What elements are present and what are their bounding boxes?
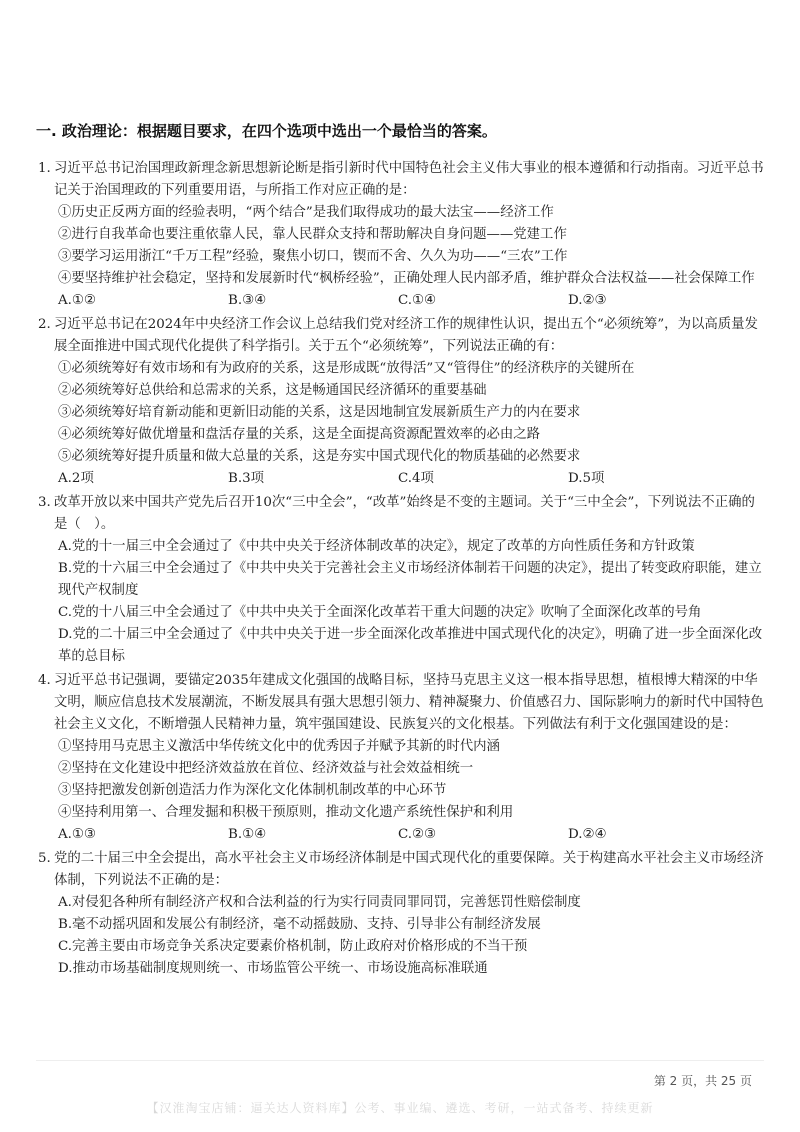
statement-item: ②必须统筹好总供给和总需求的关系，这是畅通国民经济循环的重要基础 xyxy=(58,383,487,398)
option-d[interactable]: D.推动市场基础制度规则统一、市场监管公平统一、市场设施高标准联通 xyxy=(58,961,488,976)
statement-item: ③必须统筹好培育新动能和更新旧动能的关系，这是因地制宜发展新质生产力的内在要求 xyxy=(58,405,581,420)
option-c[interactable]: C.完善主要由市场竞争关系决定要素价格机制，防止政府对价格形成的不当干预 xyxy=(58,939,528,954)
question-stem: 习近平总书记治国理政新理念新思想新论断是指引新时代中国特色社会主义伟大事业的根本遵循和行动指南。习近平总书记关于治国理政的下列重要用语，与所指工作对应正确的是： xyxy=(54,161,764,198)
question-number: 4. xyxy=(38,673,51,688)
statement-item: ④要坚持维护社会稳定，坚持和发展新时代“枫桥经验”，正确处理人民内部矛盾，维护群众合法权益——社会保障工作 xyxy=(58,271,755,286)
statement-item: ③坚持把激发创新创造活力作为深化文化体制机制改革的中心环节 xyxy=(58,783,447,798)
question-3 xyxy=(38,492,768,668)
statement-item: ⑤必须统筹好提升质量和做大总量的关系，这是夯实中国式现代化的物质基础的必然要求 xyxy=(58,449,581,464)
option-a[interactable]: A.①② xyxy=(58,293,96,308)
question-number: 1. xyxy=(38,161,51,176)
question-list xyxy=(38,158,768,982)
watermark-text: 【汉淮淘宝店铺：逼关达人资料库】公考、事业编、遴选、考研，一站式备考、持续更新 xyxy=(146,1101,654,1115)
option-b[interactable]: B.③④ xyxy=(228,293,267,308)
option-b[interactable]: B.党的十六届三中全会通过了《中共中央关于完善社会主义市场经济体制若干问题的决定》，提出了转变政府职能，建立现代产权制度 xyxy=(58,561,762,598)
statement-item: ②进行自我革命也要注重依靠人民，靠人民群众支持和帮助解决自身问题——党建工作 xyxy=(58,227,567,242)
answer-options xyxy=(38,824,768,846)
question-number: 5. xyxy=(38,851,51,866)
answer-options xyxy=(38,892,768,980)
option-b[interactable]: B.①④ xyxy=(228,827,267,842)
question-stem: 习近平总书记强调，要锚定2035年建成文化强国的战略目标，坚持马克思主义这一根本指导思想，植根博大精深的中华文明，顺应信息技术发展潮流，不断发展具有强大思想引领力、精神凝聚力、价值感召力、国际影响力的新时代中国特色社会主义文化，不断增强人民精神力量，筑牢强国建设、民族复兴的文化根基。下列做法有利于文化强国建设的是： xyxy=(54,673,764,732)
answer-options xyxy=(38,536,768,668)
statement-item: ①必须统筹好有效市场和有为政府的关系，这是形成既“放得活”又“管得住”的经济秩序的关键所在 xyxy=(58,361,635,376)
statement-item: ①历史正反两方面的经验表明，“两个结合”是我们取得成功的最大法宝——经济工作 xyxy=(58,205,554,220)
question-5 xyxy=(38,848,768,980)
option-a[interactable]: A.①③ xyxy=(58,827,96,842)
question-1 xyxy=(38,158,768,312)
page-number: 第 2 页，共 25 页 xyxy=(653,1074,752,1088)
statement-item: ②坚持在文化建设中把经济效益放在首位、经济效益与社会效益相统一 xyxy=(58,761,474,776)
option-a[interactable]: A.党的十一届三中全会通过了《中共中央关于经济体制改革的决定》，规定了改革的方向性质任务和方针政策 xyxy=(58,539,695,554)
statement-item: ④坚持利用第一、合理发掘和积极干预原则，推动文化遗产系统性保护和利用 xyxy=(58,805,514,820)
option-d[interactable]: D.②④ xyxy=(568,827,607,842)
option-d[interactable]: D.5项 xyxy=(568,471,605,486)
option-c[interactable]: C.4项 xyxy=(398,471,434,486)
question-stem: 习近平总书记在2024年中央经济工作会议上总结我们党对经济工作的规律性认识，提出五个“必须统筹”，为以高质量发展全面推进中国式现代化提供了科学指引。关于五个“必须统筹”，下列说法正确的有： xyxy=(54,317,758,354)
question-2 xyxy=(38,314,768,490)
section-title: 一. 政治理论：根据题目要求，在四个选项中选出一个最恰当的答案。 xyxy=(36,122,497,140)
option-d[interactable]: D.党的二十届三中全会通过了《中共中央关于进一步全面深化改革推进中国式现代化的决定》，明确了进一步全面深化改革的总目标 xyxy=(58,627,763,664)
question-number: 3. xyxy=(38,495,51,510)
statement-item: ①坚持用马克思主义激活中华传统文化中的优秀因子并赋予其新的时代内涵 xyxy=(58,739,500,754)
question-number: 2. xyxy=(38,317,51,332)
option-c[interactable]: C.党的十八届三中全会通过了《中共中央关于全面深化改革若干重大问题的决定》吹响了全面深化改革的号角 xyxy=(58,605,702,620)
answer-options xyxy=(38,290,768,312)
option-b[interactable]: B.3项 xyxy=(228,471,265,486)
option-a[interactable]: A.2项 xyxy=(58,471,94,486)
statement-item: ④必须统筹好做优增量和盘活存量的关系，这是全面提高资源配置效率的必由之路 xyxy=(58,427,541,442)
answer-options xyxy=(38,468,768,490)
option-d[interactable]: D.②③ xyxy=(568,293,607,308)
option-c[interactable]: C.②③ xyxy=(398,827,437,842)
option-b[interactable]: B.毫不动摇巩固和发展公有制经济，毫不动摇鼓励、支持、引导非公有制经济发展 xyxy=(58,917,541,932)
footer-divider xyxy=(36,1060,764,1061)
question-4 xyxy=(38,670,768,846)
statement-item: ③要学习运用浙江“千万工程”经验，聚焦小切口，锲而不舍、久久为功——“三农”工作 xyxy=(58,249,568,264)
question-stem: 党的二十届三中全会提出，高水平社会主义市场经济体制是中国式现代化的重要保障。关于构建高水平社会主义市场经济体制，下列说法不正确的是： xyxy=(54,851,764,888)
option-a[interactable]: A.对侵犯各种所有制经济产权和合法利益的行为实行同责同罪同罚，完善惩罚性赔偿制度 xyxy=(58,895,581,910)
option-c[interactable]: C.①④ xyxy=(398,293,437,308)
question-stem: 改革开放以来中国共产党先后召开10次“三中全会”，“改革”始终是不变的主题词。关于“三中全会”，下列说法不正确的是（ ）。 xyxy=(54,495,755,532)
